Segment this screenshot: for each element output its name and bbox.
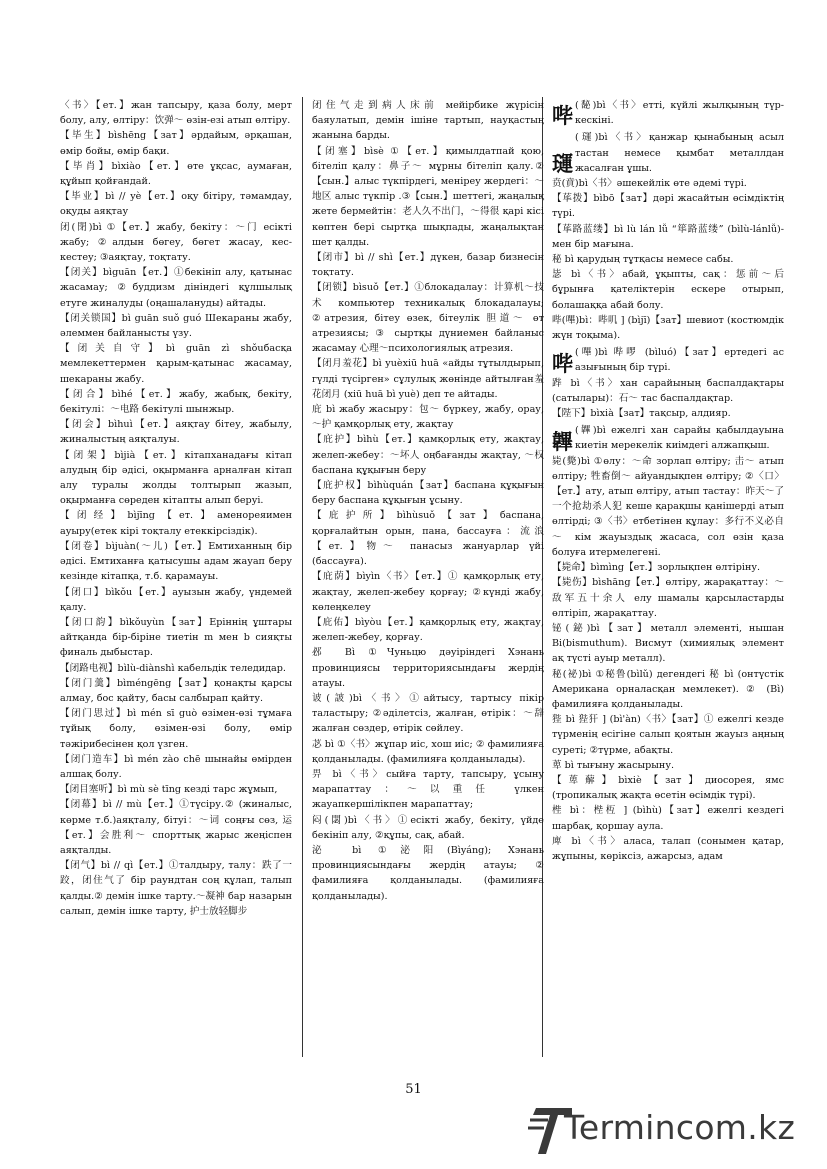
headword-glyph: 韠 [552,428,573,454]
dictionary-entry: 【庇护权】bìhùquán【зат】баспана құқығын беру баспана құқығын ұсыну. [312,480,544,507]
dictionary-entry: 邲 Bì ①Чуньцю дәуіріндегі Хэнань провинциясы территориясындағы жердің атауы. [312,647,544,689]
dictionary-entry: 【闭关】bìguān【ет.】①бекініп алу, қатынас жасамау; ②буддизм дініндегі құлшылық етуге жиналуды (оңашалануды) айтады. [60,267,292,309]
dictionary-entry [552,758,784,773]
dictionary-entry: 【闭口】bìkǒu【ет.】ауызын жабу, үндемей қалу. [60,586,292,613]
dictionary-entry: 【毕业】bì // yè【ет.】оқу бітіру, тәмамдау, оқуды аяқтау [60,191,292,218]
entry-text: 【毙伤】bìshāng【ет.】өлтіру, жарақаттау：～敌军五十余人 елу шамалы қарсыластарды өлтіріп, жарақаттау. [552,577,784,619]
dictionary-entry [552,773,784,803]
entry-text: (嗶)bì 哔啰 (bìluó)【зат】ертедегі ас азығының бір түрі. [575,347,784,374]
dictionary-entry [552,176,784,191]
entry-text: 毙(斃)bì ①өлу：～命 зорлап өлтіру; 击～ атып өлтіру; 牲畜倒～ айуандықпен өлтіру; ②〈口〉【ет.】ату, атып өлтіру, атып тастау：昨天～了一个抢劫杀人犯 кеше қарақшы қанішерді атып өлтірді; ③〈书〉етбетінен құлау：多行不义必自～ кім жауыздық жасаса, сол өзін қаза болуға итермелегені. [552,455,784,558]
entry-text: 【荜拨】bìbō【зат】дәрі жасайтын өсімдіктің түрі. [552,193,784,220]
dictionary-entry [552,98,784,128]
dictionary-entry: 〈书〉【ет.】жан тапсыру, қаза болу, мерт болу, алу, өлтіру：饮弹～ өзін-езі атып өлтіру. [60,100,292,127]
dictionary-entry: 【毕肖】bìxiào【ет.】өте ұқсас, аумаған, құйып қойғандай. [60,160,292,188]
dictionary-entry: 【闭关锁国】bì guān suǒ guó Шекараны жабу, әлеммен байланысты үзу. [60,312,292,340]
dictionary-entry [552,191,784,221]
dictionary-entry [552,130,784,176]
dictionary-entry: 【闭月羞花】bì yuèxiū huā «айды тұтылдырып, гүлді түсірген» сұлулық жөнінде айтылған羞花闭月 (xiū huā bì yuè) деп те айтады. [312,358,544,400]
dictionary-entry [552,376,784,406]
entry-text: 秘 bì қарудың тұтқасы немесе сабы. [552,254,734,266]
site-logo [528,1100,818,1160]
dictionary-entry [552,560,784,575]
dictionary-entry: 泌 bì ①泌阳(Bìyáng); Хэнань провинциясындағы жердің атауы; ② фамилияға қолданылады. (фамилияға қолданылады). [312,844,544,902]
entry-text: 毖 bì〈书〉абай, ұқыпты, сақ：惩前～后 бұрынға қателіктерін ескере отырып, болашаққа абай болу. [552,269,784,311]
dictionary-entry [552,423,784,453]
dictionary-entry: 【闭关自守】bì guān zì shǒuбасқа мемлекеттермен қарым-қатынас жасамау, шекараны жабу. [60,343,292,385]
headword-glyph: 哔 [552,350,573,376]
entry-text: 狴 bì 狴犴 ] (bì'àn)〈书〉【зат】① ежелгі кезде түрменің есігіне салып қоятын жауыз аңның суреті; ②түрме, абақты. [552,714,784,756]
dictionary-entry [552,712,784,758]
entry-text: (韠)bì ежелгі хан сарайы қабылдауына киетін мерекелік киімдегі алжапқыш. [575,425,784,452]
dictionary-entry: 【庇荫】bìyìn〈书〉【ет.】① қамқорлық ету, жақтау, желеп-жебеу қорғау; ②күнді жабу, көлеңкелеу [312,571,544,613]
dictionary-entry: 闭(閉)bì ①【ет.】жабу, бекіту：～门 есікті жабу; ②алдын бөгеу, бөгет жасау, кес-кестеу; ③аяқтау, тоқтату. [60,221,292,264]
dictionary-entry [552,803,784,833]
entry-text: 【陛下】bìxià【зат】тақсыр, алдияр. [552,408,731,420]
dictionary-entry: 【闭门思过】bì mén sī guò өзімен-өзі тұмаға тұйық болу, өзімен-өзі болу, өмір тәжірибесінен қол үзген. [60,708,292,750]
dictionary-entry: 【闭卷】bìjuàn(～儿)【ет.】Емтиханның бір әдісі. Емтиханға қатысушы адам жауап беру кезінде кітапқа, т.б. қарамауы. [60,540,292,583]
entry-text: 梐 bì：梐枑 ] (bìhù)【зат】ежелгі кездегі шарбақ, қоршау аула. [552,805,784,832]
dictionary-entry [552,406,784,421]
column-left [60,98,292,919]
dictionary-entry: 【闭市】bì // shì【ет.】дүкен, базар бизнесін тоқтату. [312,252,544,279]
dictionary-entry: 苾 bì ①〈书〉жұпар иіс, хош иіс; ② фамилияға қолданылады. (фамилияға қолданылады). [312,738,544,765]
dictionary-entry: 【闭会】bìhuì【ет.】аяқтау бітеу, жабылу, жиналыстың аяқталуы. [60,419,292,446]
dictionary-entry [552,313,784,343]
column-divider [302,97,303,1057]
column-right [552,96,784,864]
entry-text: (馝)bì〈书〉етті, күйлі жылқының түр-кескіні. [575,100,784,127]
entry-text: 庳 bì〈书〉аласа, талап (сонымен қатар, жұпыны, көріксіз, ажарсыз, адам [552,835,784,862]
dictionary-entry: 庇 bì жабу жасыру：包～ бүркеу, жабу, орау, ～护 қамқорлық ету, жақтау [312,404,544,431]
headword-glyph: 璭 [552,151,573,177]
entry-text: 铋(鉍)bì【зат】металл элементі, нышан Bi(bismuthum). Висмут (химиялық элемент ақ түсті ауыр металл). [552,622,784,665]
dictionary-entry: 【闭锁】bìsuǒ【ет.】①блокадалау：计算机～技术 компьютер техникалық блокадалауы; ②атрезия, бітеу өзек, бітеулік 胆道～ өт атрезиясы; ③ сыртқы дүниемен байланыс жасамау 心理～психологиялық атрезия. [312,282,544,355]
dictionary-entry: 【闭幕】bì // mù【ет.】①түсіру.② (жиналыс, көрме т.б.)аяқталу, бітуі：～词 соңғы сөз, 运【ет.】会胜利～ спорттық жарыс жеңіспен аяқталды. [60,799,292,856]
dictionary-entry [552,667,784,713]
dictionary-entry: 【闭路电视】bìlù-diànshì кабельдік теледидар. [60,662,286,674]
logo-text: Termincom.kz [564,1108,796,1147]
dictionary-entry [552,834,784,864]
entry-text: 【萆薢】bìxiè【зат】диосорея, ямс (тропикалық жақта өсетін өсімдік түрі). [552,774,784,802]
dictionary-entry: 诐(詖)bì〈书〉①айтысу, тартысу пікір таластыру; ②әділетсіз, жалған, өтірік：～辞 жалған сөздер, өтірік сөйлеу. [312,692,544,735]
column-middle [312,98,544,904]
entry-text: (璭)bì〈书〉қанжар қынабының асыл тастан немесе қымбат металлдан жасалған ұшы. [575,132,784,174]
dictionary-entry: 【闭目塞听】bì mù sè tīng кезді тарс жұмып, [60,784,278,796]
entry-text: 【荜路蓝缕】bì lù lán lǚ “筚路蓝缕” (bìlù-lánlǚ)-мен бір мағына. [552,223,784,250]
dictionary-entry: 【闭塞】bìsè ①【ет.】қимылдатпай қою, бітеліп қалу：鼻子～ мұрны бітеліп қалу.②【сын.】алыс түкпірдегі, меніреу жердегі：～地区 алыс түкпір .③【сын.】шеттегі, жаңалық жете бермейтін：老人久不出门，～得很 қарі кісі көптен бері сыртқа шықпады, жаңалықтан шет қалды. [312,145,544,248]
entry-text: 哔(嗶)bì：哔叽 ] (bìjī)【зат】шевиот (костюмдік жүн тоқыма). [552,314,784,342]
dictionary-entry [552,454,784,560]
dictionary-entry [552,267,784,313]
dictionary-entry [552,621,784,667]
dictionary-entry: 【闭口韵】bìkǒuyùn【зат】Ерiннiң ұштары айтқанда бір-біріне тиетін m мен b сияқты финаль дыбыстар. [60,616,292,659]
entry-text: 萆 bì тығыну жасырыну. [552,759,675,771]
dictionary-entry: 【闭门造车】bì mén zào chē шынайы өмірден алшақ болу. [60,753,292,780]
dictionary-entry: 【庇护所】bìhùsuǒ【зат】баспана, қорғалайтын орын, пана, бассауға：流浪【ет.】物～ панасыз жануарлар үйі (бассауға). [312,510,544,568]
dictionary-entry [552,252,784,267]
dictionary-entry: 【毕生】bìshēng【зат】әрдайым, әрқашан, өмір бойы, өмір бақи. [60,130,292,157]
dictionary-entry [552,575,784,621]
dictionary-entry: 闷(閟)bì〈书〉①есікті жабу, бекіту, үйде бекініп алу, ②құпы, сақ, абай. [312,814,544,841]
dictionary-entry: 【闭经】bìjīng【ет.】аменореяимен ауыру(етек кірі тоқталу етеккірсіздік). [60,510,292,537]
dictionary-entry [552,345,784,375]
entry-text: 贲(賁)bì〈书〉әшекейлік өте әдемі түрі. [552,178,747,190]
dictionary-entry: 畀 bì〈书〉сыйға тарту, тапсыру, ұсыну марапаттау：～以重任 үлкен жауапкершілікпен марапаттау; [312,768,544,811]
dictionary-entry: 【闭门羹】bìméngēng【зат】қонақты қарсы алмау, бос қайту, басы салбырап қайту. [60,677,292,704]
entry-text: 跸 bì〈书〉хан сарайының баспалдақтары (сатылары)：石～ тас баспалдақтар. [552,377,784,404]
dictionary-entry: 【闭气】bì // qì【ет.】①талдыру, талу：跌了一跤，闭住气了 бір раундтан соң құлап, талып қалды.② демін ішке тарту.～凝神 бар назарын салып, демін ішке тарту, 护士放轻脚步 [60,860,292,917]
dictionary-entry: 【闭架】bìjià【ет.】кітапханадағы кітап алудың бір әдісі, оқырманға арналған кітап алу туралы жолды толтырып жазып, оқырманға сөреден кітапты алып беруі. [60,449,292,507]
entry-text: 【毙命】bìmìng【ет.】зорлықпен өлтіріну. [552,562,761,574]
page-number: 51 [405,1082,422,1097]
dictionary-entry [552,222,784,252]
dictionary-entry: 【庇佑】bìyòu【ет.】қамқорлық ету, жақтау, желеп-жебеу, қорғау. [312,616,544,644]
dictionary-entry: 【庇护】bìhù【ет.】қамқорлық ету, жақтау, желеп-жебеу：～坏人 оңбағанды жақтау, ～权 баспана құқығын беру [312,434,544,476]
dictionary-entry: 【闭合】bìhé【ет.】жабу, жабық, бекіту, бекітулі：～电路 бекітулі шынжыр. [60,388,292,416]
dictionary-entry: 闭住气走到病人床前 мейірбике жүрісін баяулатып, демін ішіне тартып, науқастың жанына барды. [312,100,544,142]
entry-text: 秘(祕)bì ①秘鲁(bìlǔ) дегендегі 秘 bì (онтүстік Американа орналасқан мемлекет). ② (Bì) фамилияға қолданылады. [552,668,784,710]
headword-glyph: 哔 [552,103,573,129]
